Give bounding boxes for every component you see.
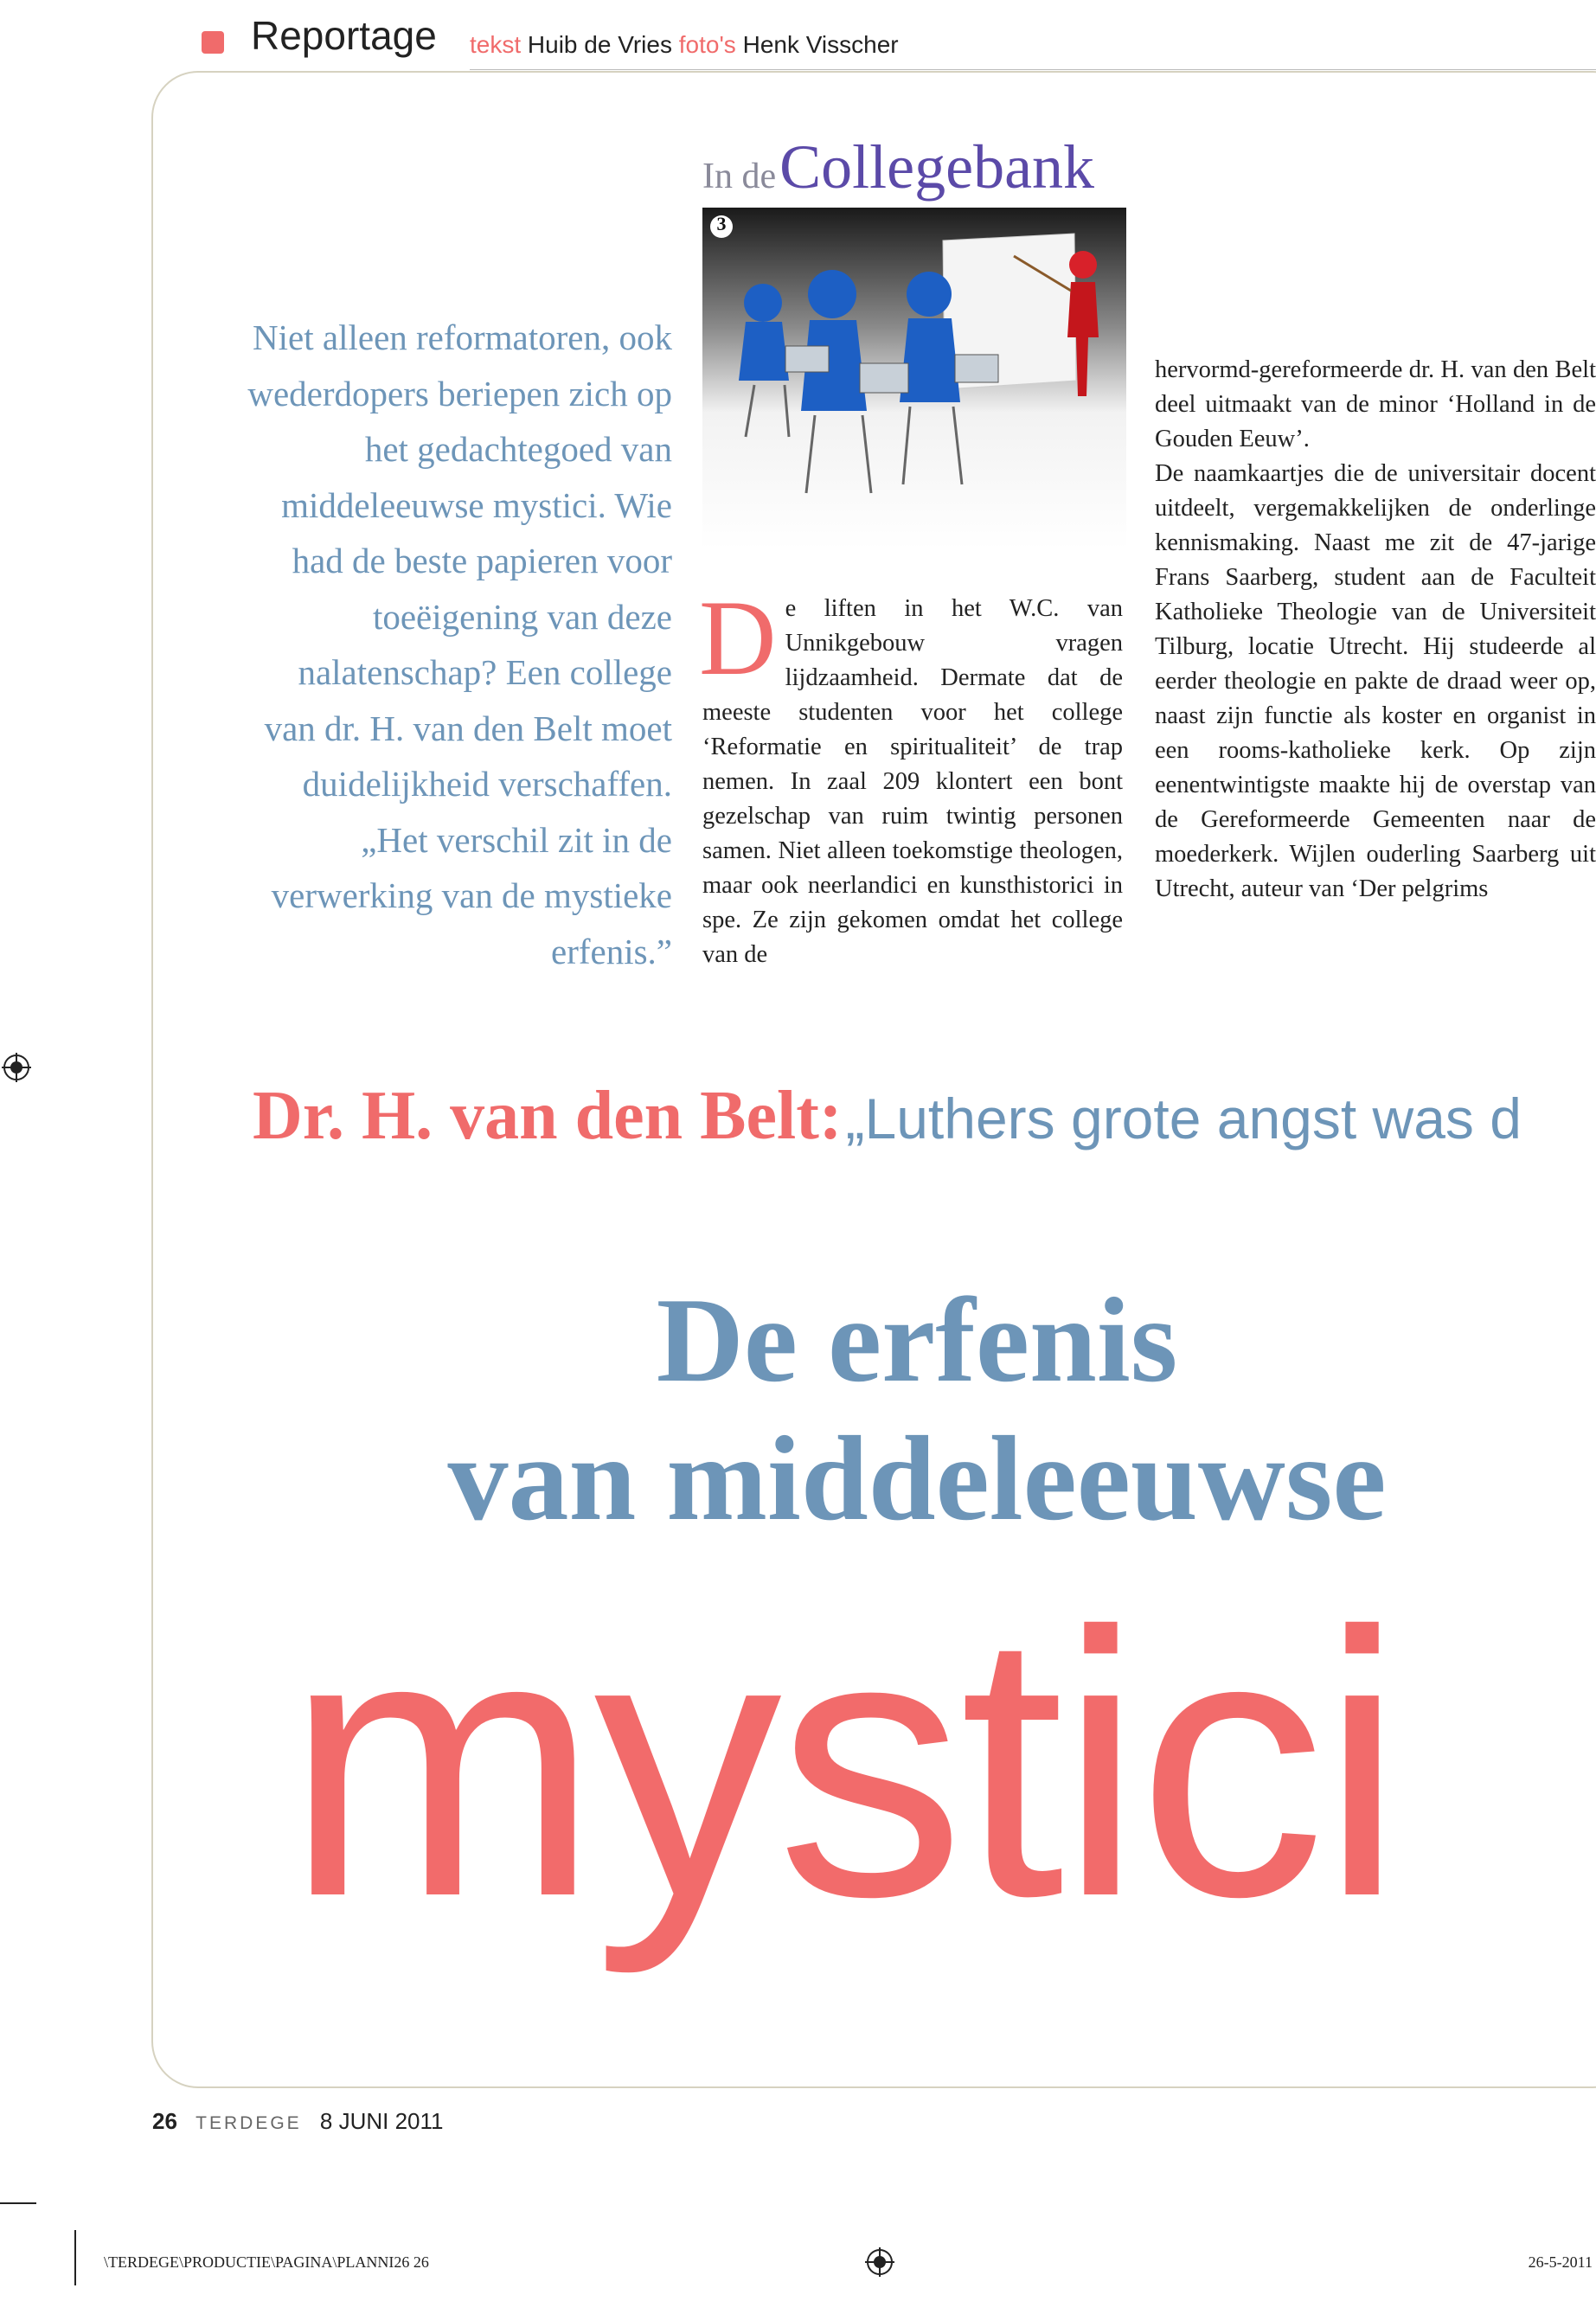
registration-mark-icon xyxy=(865,2247,894,2277)
author-name: Huib de Vries xyxy=(527,31,672,58)
drop-cap: D xyxy=(699,579,777,697)
headline-big-word: mystici xyxy=(285,1554,1400,1975)
speaker-name: Dr. H. van den Belt: xyxy=(253,1078,843,1154)
body-column-2 xyxy=(1155,353,1596,907)
page-folio xyxy=(152,2108,444,2135)
headline-line-1: De erfenis xyxy=(656,1273,1178,1407)
page-number: 26 xyxy=(152,2108,177,2134)
headline xyxy=(173,1272,1596,1548)
body-column-1 xyxy=(699,579,1123,972)
body-paragraph: De naamkaartjes die de universitair docent uitdeelt, vergemakkelijken de onderlinge kennismaking. Naast me zit de 47-jarige Frans Saarberg, student aan de Faculteit Katholieke Theologie van de Universiteit Tilburg, locatie Utrecht. Hij studeerde al eerder theologie en pakte de draad weer op, naast zijn functie als koster en organist in een rooms-katholieke kerk. Op zijn eenentwintigste maakte hij de overstap van de Gereformeerde Gemeenten naar de moederkerk. Wijlen ouderling Saarberg uit Utrecht, auteur van ‘Der pelgrims xyxy=(1155,460,1596,902)
speaker-quote-text: „Luthers grote angst was d xyxy=(845,1086,1522,1150)
header-rule xyxy=(470,69,1596,70)
print-slug-date: 26-5-2011 xyxy=(1528,2253,1593,2271)
section-title: Reportage xyxy=(251,13,437,58)
crop-mark xyxy=(0,2202,36,2204)
pull-quote: Niet alleen reformatoren, ook wederdopers beriepen zich op het gedachtegoed van middeleeuwse mystici. Wie had de beste papieren voor toeëigening van deze nalatenschap? Een college van dr. H. van den Belt moet duidelijkheid verschaffen. „Het verschil zit in de verwerking van de mystieke erfenis.” xyxy=(247,317,672,971)
headline-line-2: van middeleeuwse xyxy=(447,1412,1387,1546)
text-label: tekst xyxy=(470,31,522,58)
speaker-quote xyxy=(253,1077,1522,1156)
print-slug-path: \TERDEGE\PRODUCTIE\PAGINA\PLANNI26 26 xyxy=(104,2253,429,2271)
image-number-badge: 3 xyxy=(716,213,727,234)
photographer-name: Henk Visscher xyxy=(742,31,899,58)
kicker-title: Collegebank xyxy=(779,132,1095,202)
registration-mark-icon xyxy=(2,1053,31,1082)
magazine-name: TERDEGE xyxy=(195,2113,302,2133)
body-text-1: e liften in het W.C. van Unnikgebouw vragen lijdzaamheid. Dermate dat de meeste studenten voor het college ‘Reformatie en spiritualiteit’ de trap nemen. In zaal 209 klontert een bont gezelschap van ruim twintig personen samen. Niet alleen toekomstige theologen, maar ook neerlandici en kunsthistorici in spe. Ze zijn gekomen omdat het college van de xyxy=(702,595,1123,968)
classroom-illustration xyxy=(702,208,1126,549)
section-marker xyxy=(202,31,224,54)
kicker-prefix: In de xyxy=(702,157,777,196)
photo-label: foto's xyxy=(678,31,736,58)
issue-date: 8 JUNI 2011 xyxy=(319,2108,444,2134)
kicker xyxy=(702,131,1094,203)
credits xyxy=(470,31,899,59)
body-paragraph: hervormd-gereformeerde dr. H. van den Belt deel uitmaakt van de minor ‘Holland in de Gouden Eeuw’. xyxy=(1155,356,1596,452)
crop-mark xyxy=(74,2230,76,2285)
